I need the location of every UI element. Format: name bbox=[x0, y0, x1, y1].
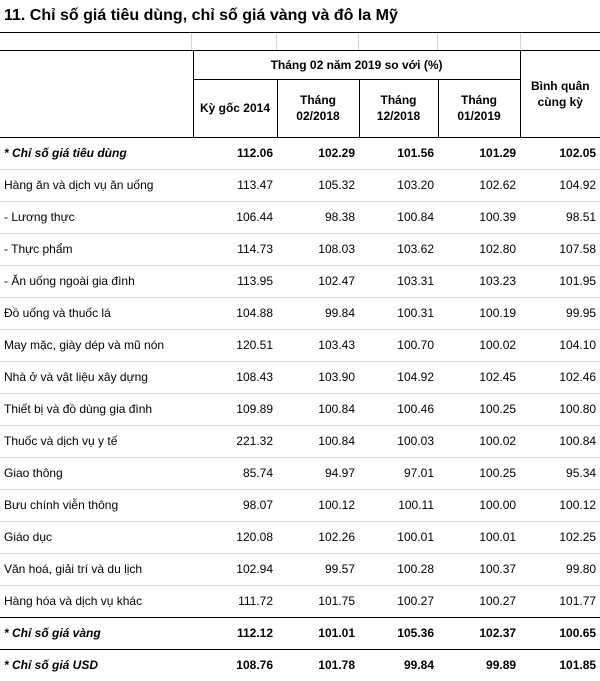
row-value: 100.31 bbox=[359, 297, 438, 329]
row-label: Đồ uống và thuốc lá bbox=[0, 297, 193, 329]
header-jan-2019-line2: 01/2019 bbox=[457, 109, 501, 123]
row-value: 102.47 bbox=[277, 265, 359, 297]
blank-row bbox=[0, 33, 600, 51]
row-value: 108.43 bbox=[193, 361, 277, 393]
row-value: 120.08 bbox=[193, 521, 277, 553]
row-value: 103.20 bbox=[359, 169, 438, 201]
row-label: Hàng hóa và dịch vụ khác bbox=[0, 585, 193, 617]
row-value: 111.72 bbox=[193, 585, 277, 617]
row-value: 100.37 bbox=[438, 553, 520, 585]
table-row bbox=[0, 553, 600, 585]
row-value: 95.34 bbox=[520, 457, 600, 489]
row-value: 102.25 bbox=[520, 521, 600, 553]
row-value: 102.29 bbox=[277, 137, 359, 169]
table-row bbox=[0, 617, 600, 649]
header-jan-2019 bbox=[438, 79, 520, 137]
row-value: 99.80 bbox=[520, 553, 600, 585]
row-value: 102.26 bbox=[277, 521, 359, 553]
row-value: 100.25 bbox=[438, 393, 520, 425]
table-row bbox=[0, 649, 600, 681]
table-row bbox=[0, 329, 600, 361]
row-value: 99.84 bbox=[277, 297, 359, 329]
row-value: 100.11 bbox=[359, 489, 438, 521]
row-value: 100.25 bbox=[438, 457, 520, 489]
row-value: 108.76 bbox=[193, 649, 277, 681]
row-value: 100.70 bbox=[359, 329, 438, 361]
row-value: 97.01 bbox=[359, 457, 438, 489]
header-feb-2018-line1: Tháng bbox=[300, 93, 336, 107]
row-value: 100.84 bbox=[359, 201, 438, 233]
row-label: Hàng ăn và dịch vụ ăn uống bbox=[0, 169, 193, 201]
table-row bbox=[0, 297, 600, 329]
sheet-title: 11. Chỉ số giá tiêu dùng, chỉ số giá vàng và đô la Mỹ bbox=[0, 0, 600, 33]
row-value: 105.36 bbox=[359, 617, 438, 649]
row-label: Thiết bị và đồ dùng gia đình bbox=[0, 393, 193, 425]
row-value: 102.46 bbox=[520, 361, 600, 393]
header-average bbox=[520, 51, 600, 137]
row-value: 85.74 bbox=[193, 457, 277, 489]
row-value: 100.80 bbox=[520, 393, 600, 425]
row-value: 100.12 bbox=[520, 489, 600, 521]
row-value: 99.57 bbox=[277, 553, 359, 585]
table-row bbox=[0, 265, 600, 297]
table-row bbox=[0, 489, 600, 521]
table-row bbox=[0, 169, 600, 201]
row-label: May mặc, giày dép và mũ nón bbox=[0, 329, 193, 361]
row-value: 100.03 bbox=[359, 425, 438, 457]
row-value: 103.31 bbox=[359, 265, 438, 297]
row-value: 113.47 bbox=[193, 169, 277, 201]
row-label: Văn hoá, giải trí và du lịch bbox=[0, 553, 193, 585]
row-value: 120.51 bbox=[193, 329, 277, 361]
row-value: 100.12 bbox=[277, 489, 359, 521]
table-row bbox=[0, 201, 600, 233]
row-value: 101.95 bbox=[520, 265, 600, 297]
row-value: 221.32 bbox=[193, 425, 277, 457]
row-value: 100.46 bbox=[359, 393, 438, 425]
row-value: 101.85 bbox=[520, 649, 600, 681]
row-value: 102.37 bbox=[438, 617, 520, 649]
row-value: 101.01 bbox=[277, 617, 359, 649]
row-value: 102.45 bbox=[438, 361, 520, 393]
row-value: 102.94 bbox=[193, 553, 277, 585]
header-group: Tháng 02 năm 2019 so với (%) bbox=[193, 51, 520, 79]
row-value: 103.90 bbox=[277, 361, 359, 393]
row-value: 105.32 bbox=[277, 169, 359, 201]
row-value: 101.75 bbox=[277, 585, 359, 617]
row-value: 99.84 bbox=[359, 649, 438, 681]
row-label: Giao thông bbox=[0, 457, 193, 489]
table-row bbox=[0, 393, 600, 425]
header-feb-2018-line2: 02/2018 bbox=[296, 109, 340, 123]
header-feb-2018 bbox=[277, 79, 359, 137]
row-value: 100.65 bbox=[520, 617, 600, 649]
table-row bbox=[0, 521, 600, 553]
row-value: 100.28 bbox=[359, 553, 438, 585]
row-value: 101.78 bbox=[277, 649, 359, 681]
row-label: - Lương thực bbox=[0, 201, 193, 233]
row-value: 103.62 bbox=[359, 233, 438, 265]
row-value: 98.07 bbox=[193, 489, 277, 521]
row-value: 104.92 bbox=[359, 361, 438, 393]
header-dec-2018 bbox=[359, 79, 438, 137]
row-value: 101.77 bbox=[520, 585, 600, 617]
row-value: 100.39 bbox=[438, 201, 520, 233]
row-value: 106.44 bbox=[193, 201, 277, 233]
row-value: 100.84 bbox=[277, 425, 359, 457]
row-value: 98.51 bbox=[520, 201, 600, 233]
row-value: 100.84 bbox=[520, 425, 600, 457]
header-blank-cell bbox=[0, 51, 193, 137]
row-value: 102.80 bbox=[438, 233, 520, 265]
header-average-line1: Bình quân bbox=[530, 78, 590, 93]
row-value: 112.06 bbox=[193, 137, 277, 169]
row-value: 99.89 bbox=[438, 649, 520, 681]
row-value: 103.23 bbox=[438, 265, 520, 297]
row-value: 98.38 bbox=[277, 201, 359, 233]
row-value: 100.27 bbox=[359, 585, 438, 617]
row-value: 101.56 bbox=[359, 137, 438, 169]
row-value: 112.12 bbox=[193, 617, 277, 649]
table-row bbox=[0, 457, 600, 489]
row-value: 100.01 bbox=[359, 521, 438, 553]
header-dec-2018-line1: Tháng bbox=[380, 93, 417, 107]
row-value: 94.97 bbox=[277, 457, 359, 489]
row-value: 100.02 bbox=[438, 425, 520, 457]
row-value: 109.89 bbox=[193, 393, 277, 425]
row-label: Nhà ở và vật liệu xây dựng bbox=[0, 361, 193, 393]
header-jan-2019-line1: Tháng bbox=[461, 93, 498, 107]
row-label: Bưu chính viễn thông bbox=[0, 489, 193, 521]
row-label: * Chỉ số giá tiêu dùng bbox=[0, 137, 193, 169]
row-value: 104.92 bbox=[520, 169, 600, 201]
row-value: 100.02 bbox=[438, 329, 520, 361]
price-index-table bbox=[0, 51, 600, 681]
row-value: 100.27 bbox=[438, 585, 520, 617]
row-label: - Thực phẩm bbox=[0, 233, 193, 265]
row-value: 113.95 bbox=[193, 265, 277, 297]
row-value: 104.88 bbox=[193, 297, 277, 329]
row-value: 114.73 bbox=[193, 233, 277, 265]
table-body bbox=[0, 137, 600, 681]
header-dec-2018-line2: 12/2018 bbox=[376, 109, 421, 123]
row-value: 103.43 bbox=[277, 329, 359, 361]
table-row bbox=[0, 137, 600, 169]
row-value: 99.95 bbox=[520, 297, 600, 329]
row-value: 100.84 bbox=[277, 393, 359, 425]
row-label: - Ăn uống ngoài gia đình bbox=[0, 265, 193, 297]
header-base-2014: Kỳ gốc 2014 bbox=[193, 79, 277, 137]
row-label: * Chỉ số giá USD bbox=[0, 649, 193, 681]
row-label: Thuốc và dịch vụ y tế bbox=[0, 425, 193, 457]
row-value: 100.01 bbox=[438, 521, 520, 553]
table-row bbox=[0, 361, 600, 393]
row-value: 104.10 bbox=[520, 329, 600, 361]
row-value: 101.29 bbox=[438, 137, 520, 169]
row-value: 102.62 bbox=[438, 169, 520, 201]
row-value: 102.05 bbox=[520, 137, 600, 169]
row-label: * Chỉ số giá vàng bbox=[0, 617, 193, 649]
table-row bbox=[0, 425, 600, 457]
row-label: Giáo dục bbox=[0, 521, 193, 553]
row-value: 100.19 bbox=[438, 297, 520, 329]
table-row bbox=[0, 233, 600, 265]
row-value: 108.03 bbox=[277, 233, 359, 265]
row-value: 107.58 bbox=[520, 233, 600, 265]
row-value: 100.00 bbox=[438, 489, 520, 521]
header-average-line2: cùng kỳ bbox=[537, 94, 583, 109]
table-row bbox=[0, 585, 600, 617]
